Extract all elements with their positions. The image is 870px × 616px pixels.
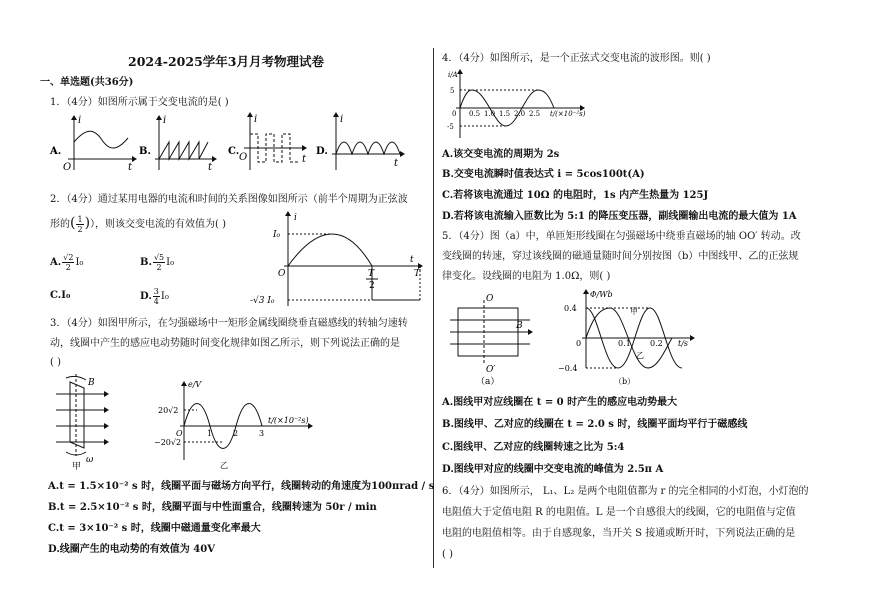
svg-text:Φ/Wb: Φ/Wb (590, 290, 613, 299)
q1-fig-c (228, 112, 307, 170)
svg-text:-√3 I₀: -√3 I₀ (250, 296, 275, 306)
svg-text:i: i (254, 114, 258, 125)
q3-option-a[interactable]: A.t = 1.5×10⁻² s 时，线圈平面与磁场方向平行，线圈转动的角速度为100πrad / s (48, 481, 435, 492)
svg-text:i: i (163, 115, 167, 126)
q1-fig-b (139, 115, 217, 173)
svg-text:i: i (340, 114, 344, 125)
q6-stem-line2: 电阻值大于定值电阻 R 的电阻值。L 是一个自感很大的线圈，它的电阻值与定值 (442, 507, 796, 518)
svg-text:t: t (302, 154, 307, 165)
q2-option-d[interactable]: D. $\frac{3}{4}$ I₀ (140, 287, 169, 306)
svg-text:i: i (78, 115, 82, 126)
q1-label-b: B. (139, 146, 151, 157)
q5-stem-line2: 变线圈的转速，穿过该线圈的磁通量随时间分别按图（b）中图线甲、乙的正弦规 (442, 251, 799, 262)
svg-text:T: T (368, 269, 375, 279)
q4-option-c[interactable]: C.若将该电流通过 10Ω 的电阻时，1s 内产生热量为 125J (442, 190, 709, 201)
svg-text:B: B (516, 321, 523, 331)
svg-text:−20√2: −20√2 (154, 438, 182, 447)
q6-stem-line4: ( ) (442, 549, 453, 560)
svg-text:t: t (208, 162, 213, 173)
svg-text:i: i (294, 213, 297, 223)
svg-text:5: 5 (450, 87, 455, 95)
svg-text:-5: -5 (447, 123, 454, 131)
q6-stem-line1: 6．（4分）如图所示， L₁、L₂ 是两个电阻值都为 r 的完全相同的小灯泡，小灯泡的 (442, 486, 809, 497)
q5-option-c[interactable]: C.图线甲、乙对应的线圈转速之比为 5:4 (442, 442, 625, 453)
svg-text:2.0: 2.0 (514, 110, 526, 118)
q3-fig-jia (48, 372, 148, 470)
left-column (40, 0, 435, 616)
svg-text:t/(×10⁻²s): t/(×10⁻²s) (268, 416, 309, 425)
q3-option-d[interactable]: D.线圈产生的电动势的有效值为 40V (48, 544, 215, 555)
right-column (442, 0, 838, 616)
q5-option-b[interactable]: B.图线甲、乙对应的线圈在 t = 2.0 s 时，线圈平面均平行于磁感线 (442, 419, 748, 430)
q2-stem-line1: 2．（4分）通过某用电器的电流和时间的关系图像如图所示（前半个周期为正弦波 (50, 194, 408, 205)
svg-text:O′: O′ (486, 365, 496, 375)
q3-option-c[interactable]: C.t = 3×10⁻² s 时，线圈中磁通量变化率最大 (48, 523, 261, 534)
q3-fig-yi (140, 378, 320, 470)
q1-fig-a (49, 115, 137, 173)
svg-text:B: B (88, 378, 95, 388)
q2-stem-line2: 形的( $\frac{1}{2}$ )），则该交变电流的有效值为( ) (50, 215, 227, 234)
q2-option-b[interactable]: B. $\frac{√5}{2}$ I₀ (140, 253, 175, 272)
svg-text:O: O (239, 152, 248, 163)
svg-text:0.1: 0.1 (618, 339, 631, 348)
svg-text:甲: 甲 (630, 307, 638, 316)
q3-stem-line3: ( ) (50, 357, 61, 368)
svg-text:T: T (414, 269, 421, 279)
svg-text:0.5: 0.5 (469, 110, 481, 118)
svg-text:2.5: 2.5 (529, 110, 541, 118)
svg-text:O: O (176, 429, 183, 438)
svg-text:t: t (128, 162, 133, 173)
q1-fig-d (316, 112, 405, 170)
svg-text:1.5: 1.5 (499, 110, 511, 118)
svg-text:0.4: 0.4 (564, 304, 577, 313)
q1-label-d: D. (316, 146, 328, 157)
q1-label-a: A. (50, 146, 62, 157)
svg-text:t/s: t/s (678, 339, 689, 348)
q2-figure (250, 210, 424, 310)
svg-text:t: t (410, 255, 414, 265)
svg-text:ω: ω (86, 455, 94, 465)
q5-stem-line3: 律变化。设线圈的电阻为 1.0Ω，则( ) (442, 271, 611, 282)
svg-text:0.2: 0.2 (650, 339, 663, 348)
svg-text:1.0: 1.0 (484, 110, 496, 118)
svg-text:e/V: e/V (188, 380, 202, 389)
svg-text:O: O (63, 162, 72, 173)
q1-figures (40, 112, 424, 174)
q4-option-b[interactable]: B.交变电流瞬时值表达式 i = 5cos100t(A) (442, 169, 645, 180)
q5-stem-line1: 5．（4分）图（a）中，单匝矩形线圈在匀强磁场中绕垂直磁场的轴 OO′ 转动。改 (442, 231, 801, 242)
svg-text:（a）: （a） (476, 377, 500, 386)
svg-text:2: 2 (369, 281, 375, 291)
svg-text:i/A: i/A (448, 71, 458, 79)
svg-text:O: O (486, 294, 494, 304)
svg-text:t/(×10⁻²s): t/(×10⁻²s) (550, 110, 586, 118)
svg-text:1: 1 (207, 429, 213, 438)
svg-text:O: O (278, 269, 286, 279)
q1-stem: 1．（4分）如图所示属于交变电流的是( ) (50, 97, 229, 108)
svg-text:−0.4: −0.4 (558, 364, 578, 373)
q3-stem-line2: 动，线圈中产生的感应电动势随时间变化规律如图乙所示，则下列说法正确的是 (50, 338, 400, 349)
q2-option-a[interactable]: A. $\frac{√2}{2}$ I₀ (50, 253, 84, 272)
q4-option-a[interactable]: A.该交变电流的周期为 2s (442, 149, 560, 160)
q4-stem: 4．（4分）如图所示，是一个正弦式交变电流的波形图。则( ) (442, 53, 711, 64)
svg-text:乙: 乙 (636, 351, 644, 360)
svg-text:20√2: 20√2 (158, 406, 179, 415)
q2-option-c[interactable]: C.I₀ (50, 290, 71, 301)
svg-text:3: 3 (259, 429, 265, 438)
q5-fig-b (554, 288, 704, 386)
section-heading: 一、单选题(共36分) (40, 77, 134, 88)
svg-text:0: 0 (452, 110, 457, 118)
q6-stem-line3: 电阻的电阻值相等。由于自感现象，当开关 S 接通或断开时，下列说法正确的是 (442, 528, 796, 539)
q5-fig-a (450, 292, 540, 386)
svg-text:2: 2 (233, 429, 239, 438)
page-title: 2024-2025学年3月月考物理试卷 (128, 54, 324, 69)
q4-figure (442, 68, 602, 140)
svg-text:0: 0 (576, 339, 582, 348)
q4-option-d[interactable]: D.若将该电流输入匝数比为 5:1 的降压变压器，副线圈输出电流的最大值为 1A (442, 211, 797, 222)
q5-option-a[interactable]: A.图线甲对应线圈在 t = 0 时产生的感应电动势最大 (442, 397, 678, 408)
q5-option-d[interactable]: D.图线甲对应的线圈中交变电流的峰值为 2.5π A (442, 464, 664, 475)
svg-text:甲: 甲 (72, 462, 82, 470)
q3-stem-line1: 3．（4分）如图甲所示，在匀强磁场中一矩形金属线圈绕垂直磁感线的转轴匀速转 (50, 318, 408, 329)
svg-text:I₀: I₀ (273, 230, 281, 240)
svg-text:（b）: （b） (614, 377, 636, 386)
q1-label-c: C. (228, 146, 240, 157)
q3-option-b[interactable]: B.t = 2.5×10⁻² s 时，线圈平面与中性面重合，线圈转速为 50r / min (48, 502, 377, 513)
svg-text:乙: 乙 (220, 461, 228, 470)
svg-text:t: t (394, 158, 399, 169)
